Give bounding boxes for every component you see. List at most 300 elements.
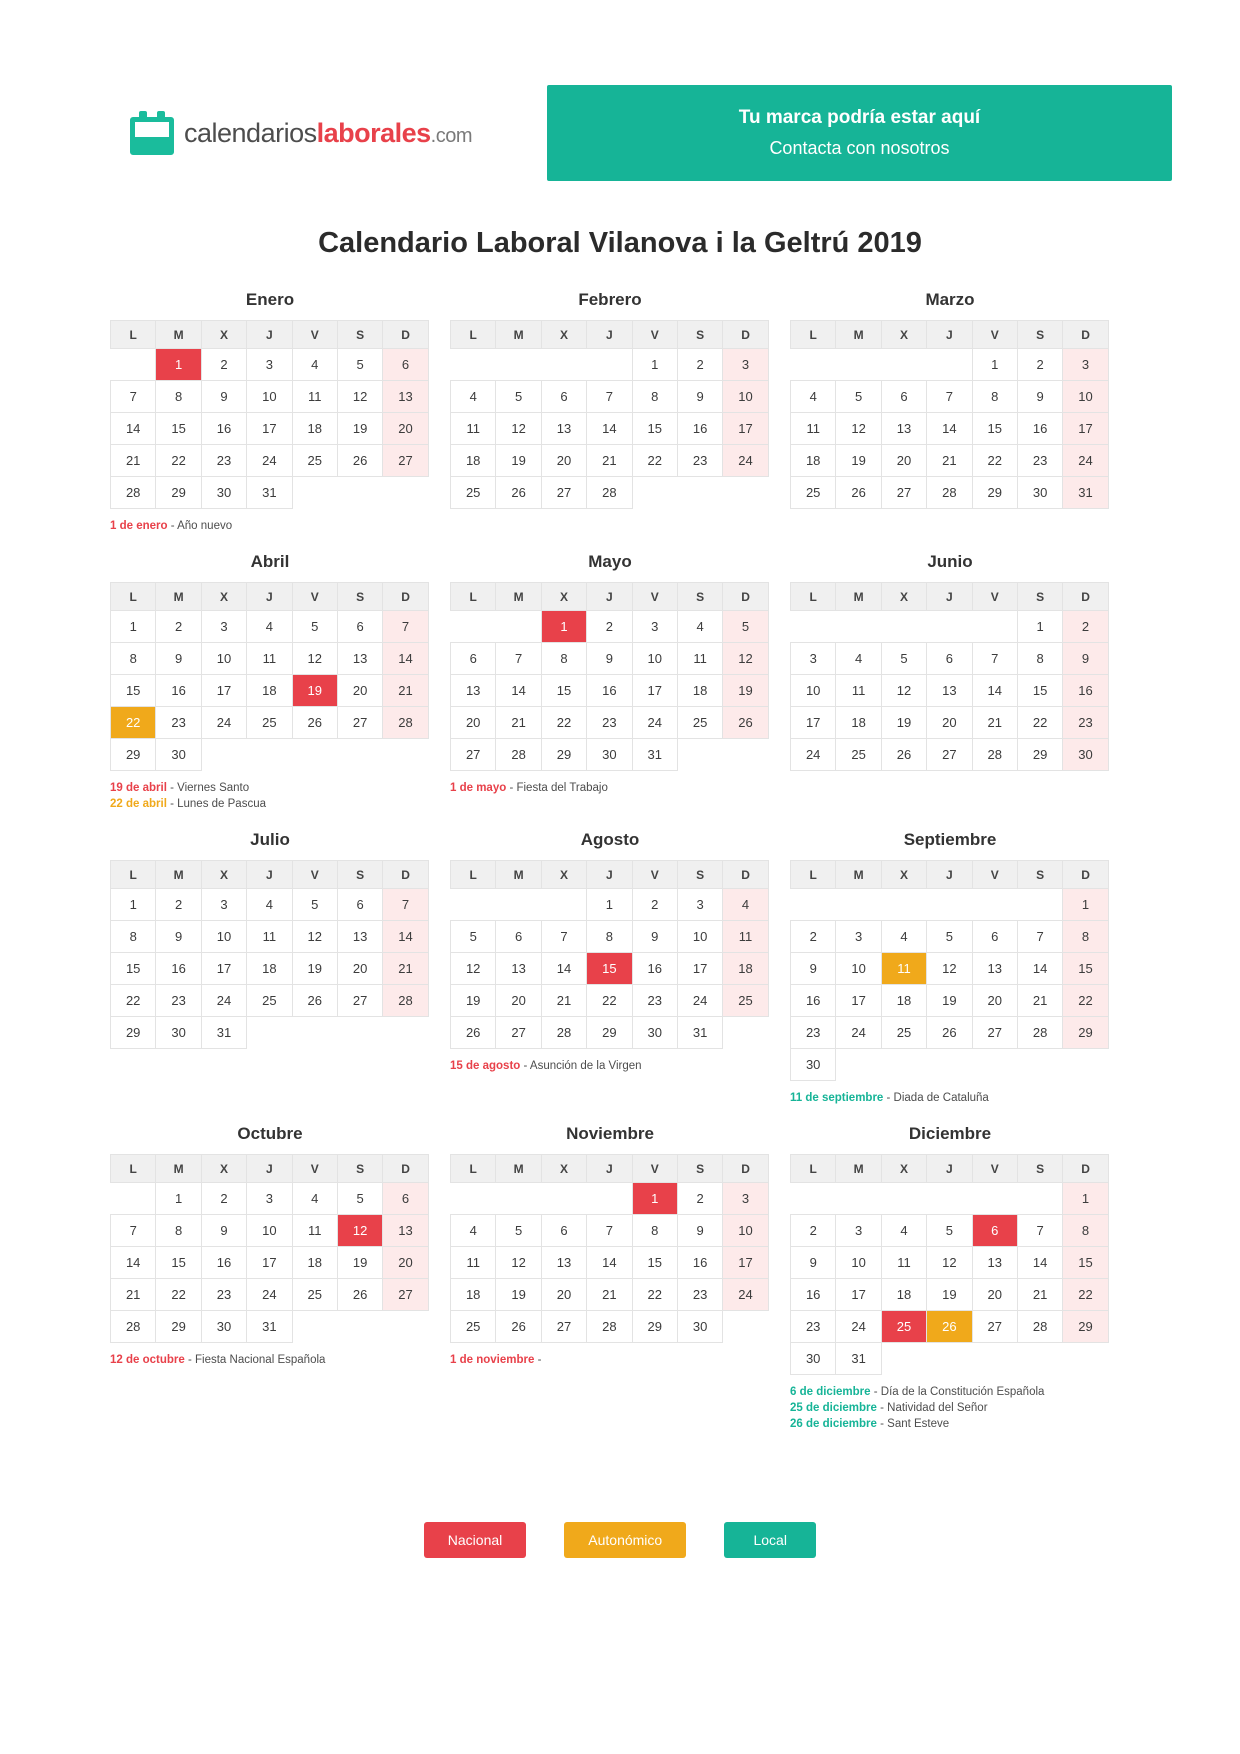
day-cell: 5 <box>927 921 972 953</box>
holiday-note <box>450 1058 770 1074</box>
day-cell: 12 <box>927 1247 972 1279</box>
empty-cell <box>791 1183 836 1215</box>
day-cell: 17 <box>723 1247 768 1279</box>
empty-cell <box>587 1183 632 1215</box>
day-cell: 16 <box>677 413 722 445</box>
week-row <box>111 739 429 771</box>
empty-cell <box>927 1049 972 1081</box>
day-cell: 8 <box>587 921 632 953</box>
weekday-header: M <box>156 1155 201 1183</box>
day-cell: 17 <box>791 707 836 739</box>
day-cell: 1 <box>632 349 677 381</box>
weekday-header: S <box>337 321 382 349</box>
day-cell: 26 <box>836 477 881 509</box>
day-cell: 17 <box>836 1279 881 1311</box>
weekday-header: X <box>541 861 586 889</box>
day-cell: 2 <box>677 349 722 381</box>
month-notes <box>790 1384 1110 1432</box>
day-cell: 9 <box>1063 643 1108 675</box>
day-cell: 16 <box>201 1247 246 1279</box>
day-cell: 7 <box>383 611 428 643</box>
day-cell-holiday: 1 <box>541 611 586 643</box>
day-cell: 21 <box>111 1279 156 1311</box>
day-cell: 19 <box>836 445 881 477</box>
week-row <box>791 675 1109 707</box>
day-cell: 4 <box>723 889 768 921</box>
weekday-header: X <box>881 1155 926 1183</box>
day-cell: 3 <box>201 889 246 921</box>
day-cell: 7 <box>587 381 632 413</box>
day-cell: 20 <box>337 953 382 985</box>
legend-chip-aut[interactable]: Autonómico <box>564 1522 686 1558</box>
day-cell: 6 <box>337 611 382 643</box>
day-cell-holiday: 12 <box>337 1215 382 1247</box>
empty-cell <box>836 1049 881 1081</box>
day-cell: 27 <box>541 1311 586 1343</box>
empty-cell <box>836 349 881 381</box>
day-cell: 26 <box>723 707 768 739</box>
day-cell: 8 <box>156 1215 201 1247</box>
weekday-header: V <box>632 583 677 611</box>
day-cell: 3 <box>836 1215 881 1247</box>
day-cell: 15 <box>1063 1247 1108 1279</box>
day-cell: 6 <box>881 381 926 413</box>
day-cell: 27 <box>972 1017 1017 1049</box>
empty-cell <box>337 477 382 509</box>
empty-cell <box>791 349 836 381</box>
calendar-icon <box>130 111 174 155</box>
day-cell: 25 <box>292 445 337 477</box>
day-cell: 1 <box>1063 1183 1108 1215</box>
empty-cell <box>881 349 926 381</box>
weekday-header: V <box>292 861 337 889</box>
day-cell: 4 <box>881 1215 926 1247</box>
day-cell: 27 <box>383 445 428 477</box>
empty-cell <box>292 477 337 509</box>
day-cell: 30 <box>156 1017 201 1049</box>
weekday-header: M <box>156 583 201 611</box>
day-cell: 6 <box>383 1183 428 1215</box>
day-cell: 28 <box>383 985 428 1017</box>
empty-cell <box>337 739 382 771</box>
holiday-note-text: - <box>534 1354 542 1366</box>
weekday-header: L <box>791 321 836 349</box>
weekday-header: X <box>541 1155 586 1183</box>
day-cell: 6 <box>541 381 586 413</box>
day-cell: 13 <box>972 1247 1017 1279</box>
day-cell: 7 <box>927 381 972 413</box>
empty-cell <box>881 1183 926 1215</box>
day-cell: 17 <box>677 953 722 985</box>
weekday-header: X <box>201 583 246 611</box>
empty-cell <box>927 889 972 921</box>
week-row <box>451 675 769 707</box>
day-cell: 13 <box>881 413 926 445</box>
day-cell: 12 <box>292 921 337 953</box>
day-cell: 21 <box>972 707 1017 739</box>
month-name: Abril <box>250 552 290 571</box>
day-cell: 26 <box>881 739 926 771</box>
day-cell-holiday: 15 <box>587 953 632 985</box>
week-row <box>111 643 429 675</box>
day-cell: 17 <box>723 413 768 445</box>
weekday-header: L <box>451 583 496 611</box>
weekday-header: L <box>451 1155 496 1183</box>
day-cell: 24 <box>836 1017 881 1049</box>
week-row <box>791 1183 1109 1215</box>
empty-cell <box>541 1183 586 1215</box>
day-cell: 20 <box>972 1279 1017 1311</box>
day-cell: 16 <box>201 413 246 445</box>
ad-banner-headline: Tu marca podría estar aquí <box>738 107 981 128</box>
day-cell: 4 <box>836 643 881 675</box>
day-cell-holiday: 11 <box>881 953 926 985</box>
day-cell: 27 <box>972 1311 1017 1343</box>
weekday-header: J <box>927 583 972 611</box>
day-cell: 11 <box>791 413 836 445</box>
day-cell: 10 <box>836 1247 881 1279</box>
month-name: Noviembre <box>566 1124 654 1143</box>
day-cell: 17 <box>201 953 246 985</box>
weekday-header: X <box>541 321 586 349</box>
day-cell: 7 <box>383 889 428 921</box>
day-cell: 2 <box>791 1215 836 1247</box>
day-cell: 23 <box>156 985 201 1017</box>
weekday-header: V <box>972 1155 1017 1183</box>
day-cell: 10 <box>247 1215 292 1247</box>
week-row <box>791 921 1109 953</box>
week-row <box>791 413 1109 445</box>
day-cell: 28 <box>383 707 428 739</box>
day-cell: 1 <box>1063 889 1108 921</box>
day-cell: 10 <box>247 381 292 413</box>
month-block <box>790 830 1110 1106</box>
holiday-note-text: - Sant Esteve <box>876 1418 950 1430</box>
day-cell: 18 <box>723 953 768 985</box>
week-row <box>111 707 429 739</box>
day-cell: 3 <box>247 1183 292 1215</box>
day-cell: 2 <box>1063 611 1108 643</box>
day-cell: 7 <box>111 1215 156 1247</box>
weekday-header: J <box>247 321 292 349</box>
day-cell: 12 <box>496 413 541 445</box>
weekday-header: X <box>201 861 246 889</box>
day-cell: 31 <box>836 1343 881 1375</box>
empty-cell <box>451 611 496 643</box>
day-cell: 22 <box>541 707 586 739</box>
day-cell: 6 <box>972 921 1017 953</box>
day-cell: 9 <box>677 1215 722 1247</box>
week-row <box>791 889 1109 921</box>
day-cell: 3 <box>723 349 768 381</box>
legend-chip-loc[interactable]: Local <box>724 1522 816 1558</box>
empty-cell <box>972 1049 1017 1081</box>
day-cell: 18 <box>451 445 496 477</box>
week-row <box>111 611 429 643</box>
day-cell: 28 <box>587 1311 632 1343</box>
day-cell: 24 <box>201 707 246 739</box>
empty-cell <box>201 739 246 771</box>
empty-cell <box>496 611 541 643</box>
day-cell: 23 <box>1017 445 1062 477</box>
day-cell-holiday: 1 <box>156 349 201 381</box>
day-cell: 5 <box>881 643 926 675</box>
day-cell: 7 <box>1017 1215 1062 1247</box>
day-cell: 21 <box>496 707 541 739</box>
weekday-header: D <box>383 1155 428 1183</box>
empty-cell <box>881 1343 926 1375</box>
day-cell: 17 <box>247 413 292 445</box>
weekday-header: S <box>677 861 722 889</box>
day-cell: 14 <box>1017 1247 1062 1279</box>
weekday-header: J <box>587 861 632 889</box>
day-cell: 23 <box>156 707 201 739</box>
weekday-header: S <box>1017 1155 1062 1183</box>
day-cell: 8 <box>1063 921 1108 953</box>
day-cell: 20 <box>383 413 428 445</box>
day-cell: 15 <box>632 413 677 445</box>
holiday-note-text: - Año nuevo <box>167 520 233 532</box>
month-block <box>450 290 770 534</box>
week-row <box>111 1183 429 1215</box>
week-row <box>451 611 769 643</box>
month-table <box>450 1154 769 1343</box>
day-cell: 25 <box>247 985 292 1017</box>
week-row <box>111 675 429 707</box>
day-cell: 13 <box>383 381 428 413</box>
weekday-header: M <box>496 1155 541 1183</box>
month-table <box>450 582 769 771</box>
weekday-header: J <box>587 1155 632 1183</box>
day-cell: 30 <box>156 739 201 771</box>
weekday-header: J <box>927 321 972 349</box>
day-cell: 27 <box>496 1017 541 1049</box>
day-cell: 27 <box>451 739 496 771</box>
weekday-header: M <box>496 861 541 889</box>
month-notes <box>450 1352 770 1368</box>
weekday-header: D <box>1063 1155 1108 1183</box>
weekday-header: L <box>451 861 496 889</box>
day-cell: 2 <box>156 889 201 921</box>
month-table <box>790 582 1109 771</box>
empty-cell <box>927 1343 972 1375</box>
week-row <box>451 1247 769 1279</box>
day-cell: 28 <box>111 1311 156 1343</box>
week-row <box>791 349 1109 381</box>
day-cell: 16 <box>1063 675 1108 707</box>
day-cell: 9 <box>791 1247 836 1279</box>
day-cell: 26 <box>337 445 382 477</box>
week-row <box>791 707 1109 739</box>
week-row <box>111 1247 429 1279</box>
day-cell: 9 <box>1017 381 1062 413</box>
day-cell: 13 <box>496 953 541 985</box>
month-table <box>790 320 1109 509</box>
week-row <box>451 953 769 985</box>
day-cell: 22 <box>1017 707 1062 739</box>
holiday-note <box>790 1090 1110 1106</box>
day-cell: 12 <box>451 953 496 985</box>
day-cell: 21 <box>111 445 156 477</box>
day-cell: 15 <box>1063 953 1108 985</box>
empty-cell <box>836 611 881 643</box>
weekday-header: J <box>587 583 632 611</box>
day-cell: 20 <box>451 707 496 739</box>
week-row <box>451 445 769 477</box>
month-name: Mayo <box>588 552 632 571</box>
day-cell: 15 <box>632 1247 677 1279</box>
holiday-note-text: - Diada de Cataluña <box>883 1092 989 1104</box>
day-cell: 9 <box>677 381 722 413</box>
day-cell: 6 <box>337 889 382 921</box>
week-row <box>451 1183 769 1215</box>
week-row <box>111 921 429 953</box>
day-cell: 8 <box>156 381 201 413</box>
day-cell: 3 <box>632 611 677 643</box>
day-cell: 7 <box>541 921 586 953</box>
day-cell: 26 <box>292 985 337 1017</box>
day-cell: 24 <box>723 445 768 477</box>
empty-cell <box>541 889 586 921</box>
holiday-note-date: 19 de abril <box>110 782 167 794</box>
empty-cell <box>677 739 722 771</box>
month-name: Julio <box>250 830 290 849</box>
day-cell: 28 <box>541 1017 586 1049</box>
week-row <box>791 1017 1109 1049</box>
week-row <box>111 477 429 509</box>
day-cell: 23 <box>201 445 246 477</box>
day-cell: 8 <box>632 381 677 413</box>
week-row <box>791 1049 1109 1081</box>
day-cell: 21 <box>1017 1279 1062 1311</box>
month-block <box>110 830 430 1106</box>
empty-cell <box>383 739 428 771</box>
day-cell: 13 <box>927 675 972 707</box>
months-grid <box>0 290 1240 1450</box>
empty-cell <box>632 477 677 509</box>
day-cell: 5 <box>451 921 496 953</box>
site-logo[interactable] <box>125 85 525 181</box>
day-cell: 20 <box>927 707 972 739</box>
day-cell: 12 <box>836 413 881 445</box>
day-cell: 16 <box>156 675 201 707</box>
day-cell: 25 <box>836 739 881 771</box>
week-row <box>791 611 1109 643</box>
month-name: Octubre <box>237 1124 303 1143</box>
day-cell: 3 <box>201 611 246 643</box>
month-block <box>790 552 1110 812</box>
day-cell: 24 <box>1063 445 1108 477</box>
day-cell: 10 <box>201 643 246 675</box>
day-cell: 11 <box>247 921 292 953</box>
weekday-header: V <box>292 583 337 611</box>
month-name: Septiembre <box>903 830 997 849</box>
empty-cell <box>292 1017 337 1049</box>
empty-cell <box>972 1343 1017 1375</box>
day-cell: 18 <box>881 1279 926 1311</box>
month-notes <box>790 1090 1110 1106</box>
day-cell: 24 <box>201 985 246 1017</box>
weekday-header: D <box>723 583 768 611</box>
day-cell: 7 <box>972 643 1017 675</box>
day-cell: 14 <box>383 643 428 675</box>
empty-cell <box>247 1017 292 1049</box>
empty-cell <box>496 349 541 381</box>
day-cell: 25 <box>881 1017 926 1049</box>
week-row <box>111 1215 429 1247</box>
month-name: Diciembre <box>908 1124 992 1143</box>
day-cell: 20 <box>541 1279 586 1311</box>
holiday-note-text: - Natividad del Señor <box>876 1402 988 1414</box>
day-cell: 25 <box>247 707 292 739</box>
day-cell: 22 <box>1063 985 1108 1017</box>
day-cell: 1 <box>111 611 156 643</box>
ad-banner[interactable] <box>547 85 1172 181</box>
day-cell: 12 <box>723 643 768 675</box>
week-row <box>451 1215 769 1247</box>
day-cell: 18 <box>247 953 292 985</box>
holiday-note-text: - Fiesta del Trabajo <box>506 782 608 794</box>
day-cell: 2 <box>677 1183 722 1215</box>
weekday-header: D <box>1063 321 1108 349</box>
day-cell: 26 <box>496 1311 541 1343</box>
holiday-note-text: - Viernes Santo <box>166 782 250 794</box>
day-cell: 13 <box>451 675 496 707</box>
weekday-header: S <box>677 321 722 349</box>
week-row <box>791 381 1109 413</box>
day-cell: 3 <box>247 349 292 381</box>
empty-cell <box>292 739 337 771</box>
day-cell: 11 <box>292 381 337 413</box>
day-cell: 11 <box>451 413 496 445</box>
week-row <box>791 477 1109 509</box>
weekday-header: D <box>1063 861 1108 889</box>
month-name: Junio <box>927 552 973 571</box>
weekday-header: X <box>881 321 926 349</box>
legend-chip-nac[interactable]: Nacional <box>424 1522 526 1558</box>
month-name: Agosto <box>580 830 640 849</box>
day-cell: 20 <box>541 445 586 477</box>
empty-cell <box>881 889 926 921</box>
empty-cell <box>292 1311 337 1343</box>
day-cell: 15 <box>156 1247 201 1279</box>
week-row <box>451 1311 769 1343</box>
day-cell-holiday: 19 <box>292 675 337 707</box>
holiday-note <box>450 1352 770 1368</box>
weekday-header: V <box>292 1155 337 1183</box>
holiday-note-date: 15 de agosto <box>450 1060 521 1072</box>
weekday-header: S <box>337 583 382 611</box>
day-cell: 3 <box>791 643 836 675</box>
week-row <box>791 643 1109 675</box>
day-cell: 14 <box>541 953 586 985</box>
day-cell: 5 <box>836 381 881 413</box>
month-block <box>110 290 430 534</box>
holiday-note-date: 6 de diciembre <box>790 1386 871 1398</box>
day-cell: 24 <box>632 707 677 739</box>
empty-cell <box>541 349 586 381</box>
day-cell: 1 <box>156 1183 201 1215</box>
day-cell: 29 <box>1063 1311 1108 1343</box>
day-cell: 5 <box>292 611 337 643</box>
holiday-note <box>790 1400 1110 1416</box>
month-name: Febrero <box>578 290 642 309</box>
empty-cell <box>451 349 496 381</box>
day-cell: 13 <box>337 643 382 675</box>
day-cell: 6 <box>927 643 972 675</box>
holiday-note <box>110 1352 430 1368</box>
logo-text-part3: .com <box>430 124 472 147</box>
